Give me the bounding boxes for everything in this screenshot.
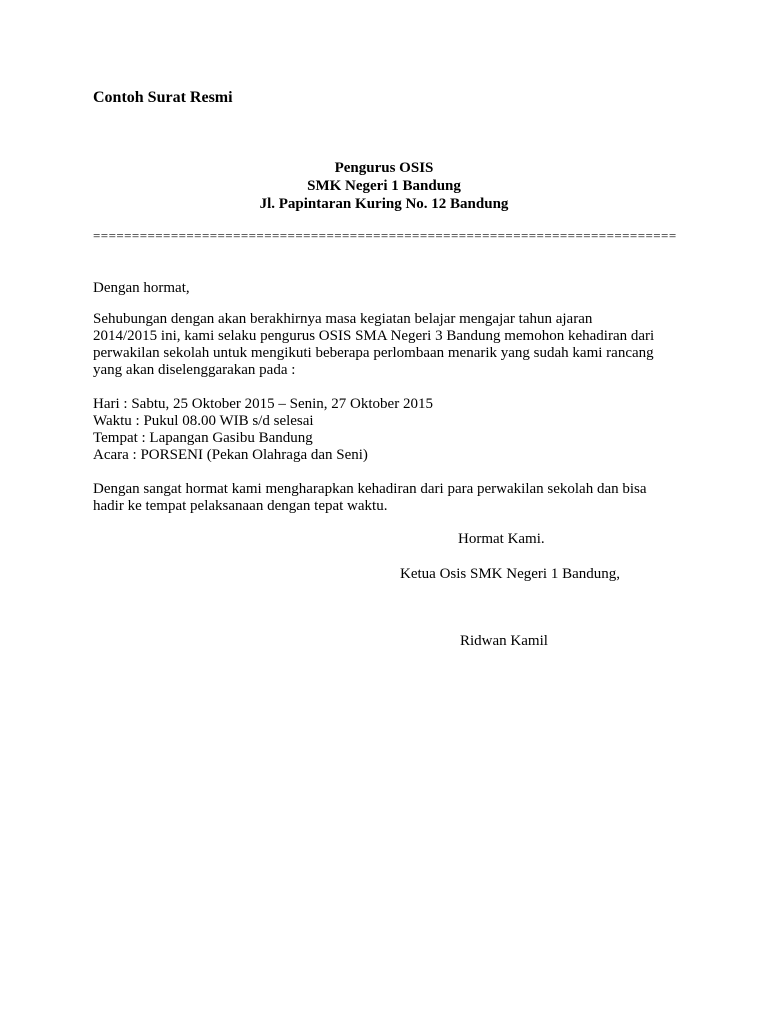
event-day: Hari : Sabtu, 25 Oktober 2015 – Senin, 27 Oktober 2015 (93, 396, 433, 412)
salutation: Dengan hormat, (93, 280, 190, 296)
closing-line: Dengan sangat hormat kami mengharapkan kehadiran dari para perwakilan sekolah dan bisa (93, 481, 647, 497)
intro-line: 2014/2015 ini, kami selaku pengurus OSIS SMA Negeri 3 Bandung memohon kehadiran dari (93, 328, 655, 344)
intro-line: perwakilan sekolah untuk mengikuti beberapa perlombaan menarik yang sudah kami rancang (93, 345, 654, 361)
closing-paragraph (93, 481, 683, 515)
signature-role: Ketua Osis SMK Negeri 1 Bandung, (400, 566, 620, 582)
intro-line: yang akan diselenggarakan pada : (93, 362, 296, 378)
closing-line: hadir ke tempat pelaksanaan dengan tepat waktu. (93, 498, 388, 514)
intro-paragraph (93, 311, 683, 379)
letterhead-separator: =========================================================================== (93, 228, 677, 243)
event-place: Tempat : Lapangan Gasibu Bandung (93, 430, 313, 446)
signature-greeting: Hormat Kami. (458, 531, 545, 547)
letterhead (0, 160, 768, 214)
letterhead-address: Jl. Papintaran Kuring No. 12 Bandung (259, 196, 509, 212)
signature-name: Ridwan Kamil (460, 633, 548, 649)
event-time: Waktu : Pukul 08.00 WIB s/d selesai (93, 413, 314, 429)
letterhead-organization: Pengurus OSIS (334, 160, 434, 176)
intro-line: Sehubungan dengan akan berakhirnya masa kegiatan belajar mengajar tahun ajaran (93, 311, 593, 327)
document-title: Contoh Surat Resmi (93, 89, 233, 106)
letterhead-school: SMK Negeri 1 Bandung (307, 178, 461, 194)
event-program: Acara : PORSENI (Pekan Olahraga dan Seni) (93, 447, 368, 463)
event-details (93, 396, 683, 464)
